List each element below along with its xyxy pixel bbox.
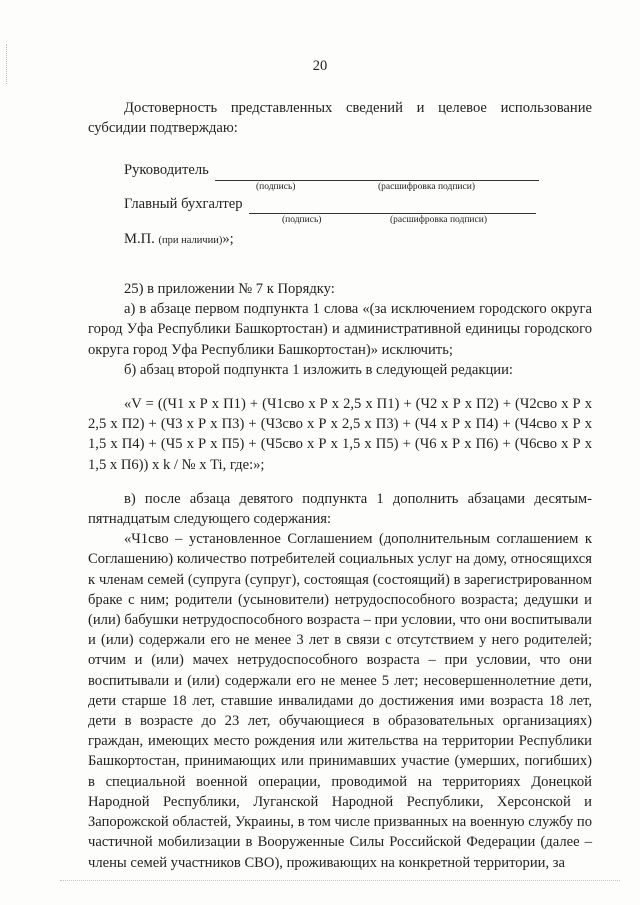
accountant-caption-decoding: (расшифровка подписи) <box>390 214 487 225</box>
accountant-label: Главный бухгалтер <box>124 195 243 212</box>
stamp-tail: »; <box>222 230 234 247</box>
item-25: 25) в приложении № 7 к Порядку: <box>124 281 335 298</box>
head-caption-signature: (подпись) <box>256 181 296 192</box>
accountant-signature-captions <box>88 214 592 227</box>
head-signature-row <box>88 160 592 180</box>
stamp-note: (при наличии) <box>158 234 223 246</box>
head-caption-decoding: (расшифровка подписи) <box>378 181 475 192</box>
item-a: а) в абзаце первом подпункта 1 слова «(за исключением городского округа город Уфа Республики Башкортостан) и административной единицы городского округа город Уфа Республики Башкортостан)» исключить; <box>88 301 592 358</box>
certification-statement: Достоверность представленных сведений и целевое использование субсидии подтверждаю: <box>88 100 592 137</box>
head-signature-line <box>215 166 539 181</box>
signature-block <box>88 160 592 251</box>
accountant-signature-line <box>249 199 536 214</box>
accountant-caption-signature: (подпись) <box>282 214 322 225</box>
page-number: 20 <box>312 58 328 74</box>
document-body <box>88 98 592 873</box>
definition-paragraph: «Ч1сво – установленное Соглашением (дополнительным соглашением к Соглашению) количество потребителей социальных услуг на дому, относящихся к членам семей (супруга (супруг), состоящая (состоящий) в зарегистрированном браке с ним; родители (усыновители) нетрудоспособного возраста; дедушки и (или) бабушки нетрудоспособного возраста – при условии, что они воспитывали и (или) содержали его не менее 3 лет в связи с отсутствием у него родителей; отчим и (или) мачех нетрудоспособного возраста – при условии, что они воспитывали и (или) содержали его не менее 5 лет; несовершеннолетние дети, дети старше 18 лет, ставшие инвалидами до достижения ими возраста 18 лет, дети в возрасте до 23 лет, обучающиеся в образовательных организациях) граждан, имеющих место рождения или жительства на территории Республики Башкортостан, принимающих или принимавших участие (умерших, погибших) в специальной военной операции, проводимой на территориях Донецкой Народной Республики, Луганской Народной Республики, Херсонской и Запорожской областей, Украины, в том числе призванных на военную службу по частичной мобилизации в Вооруженные Силы Российской Федерации (далее – члены семей участников СВО), проживающих на конкретной территории, за <box>88 531 592 871</box>
stamp-label: М.П. <box>124 230 155 247</box>
head-signature-captions <box>88 181 592 194</box>
head-label: Руководитель <box>124 162 209 179</box>
item-b: б) абзац второй подпункта 1 изложить в следующей редакции: <box>124 361 513 378</box>
stamp-line <box>88 229 592 251</box>
formula-paragraph: «V = ((Ч1 х Р х П1) + (Ч1сво х Р х 2,5 х П1) + (Ч2 х Р х П2) + (Ч2сво х Р х 2,5 х П2) + (Ч3 х Р х П3) + (Ч3сво х Р х 2,5 х П3) + (Ч4 х Р х П4) + (Ч4сво х Р х 1,5 х П4) + (Ч5 х Р х П5) + (Ч5сво х Р х 1,5 х П5) + (Ч6 х Р х П6) + (Ч6сво х Р х 1,5 х П6)) х k / № х Ti, где:»; <box>88 396 592 473</box>
item-v: в) после абзаца девятого подпункта 1 дополнить абзацами десятым-пятнадцатым следующего содержания: <box>88 490 592 528</box>
accountant-signature-row <box>88 194 592 214</box>
footer-scan-artifact <box>60 880 620 881</box>
